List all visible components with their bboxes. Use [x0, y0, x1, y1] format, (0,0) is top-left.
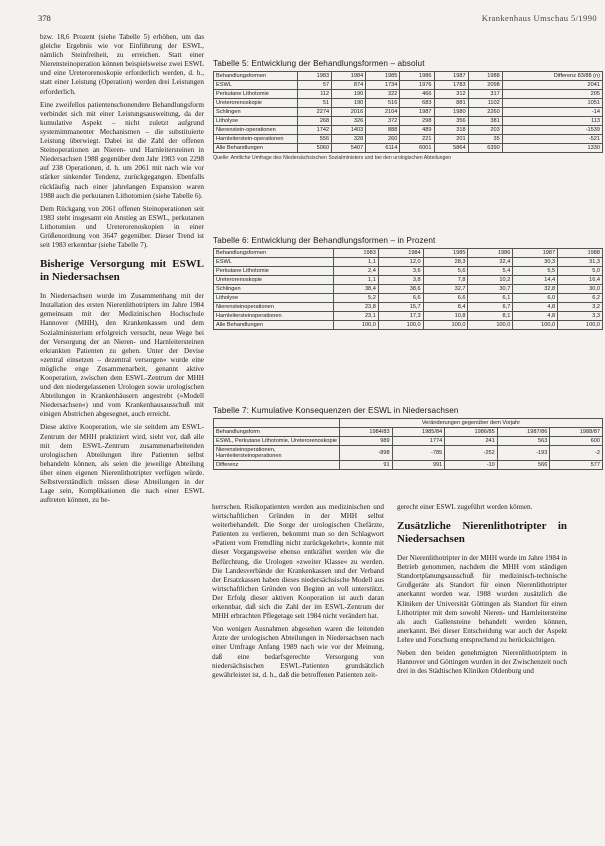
paragraph: Von wenigen Ausnahmen abgesehen waren die leitenden Ärzte der urologischen Abteilungen in Niedersachsen nach einer Umfrage Anfang 1989 nach wie vor der Meinung, daß eine bedarfsgerechte Versorgung von niedersächsischen ESWL-Patienten grundsätzlich gewährleistet ist, d. h., daß die betroffenen Patienten zeit- [212, 625, 384, 679]
table-cell: 112 [298, 90, 332, 99]
table-cell: -2 [550, 446, 603, 461]
paragraph: Dem Rückgang von 2061 offenen Steinoperationen seit 1983 steht insgesamt ein Anstieg an ESWL, perkutanen Lithotomien und Ureterorenoskopien in einer Größenordnung von 3647 gegenüber. Dieser Trend ist seit 1983 erkennbar (siehe Tabelle 7). [40, 204, 204, 250]
table-cell: 221 [400, 135, 434, 144]
table-cell: 100,0 [378, 321, 423, 330]
table-header-row [214, 72, 603, 81]
table-cell: 241 [445, 437, 498, 446]
column-header: Behandlungsformen [214, 72, 298, 81]
table-cell: 23,8 [334, 303, 379, 312]
paragraph: gerecht einer ESWL zugeführt werden können. [397, 503, 533, 511]
table-cell: 516 [366, 99, 400, 108]
table-cell: 30,0 [558, 285, 603, 294]
table-cell: -1539 [502, 126, 602, 135]
table-cell: 600 [550, 437, 603, 446]
table-cell: 91 [340, 461, 393, 470]
column-header: 1983 [298, 72, 332, 81]
table-cell: 3,8 [378, 276, 423, 285]
table-cell: Alle Behandlungen [214, 321, 334, 330]
table-cell: 566 [497, 461, 550, 470]
table-cell: 15,7 [378, 303, 423, 312]
table-cell: 100,0 [468, 321, 513, 330]
table-cell: 7,8 [423, 276, 468, 285]
table-cell: 874 [332, 81, 366, 90]
table-cell: 100,0 [513, 321, 558, 330]
table-cell: 888 [366, 126, 400, 135]
table-title: Tabelle 5: Entwicklung der Behandlungsformen – absolut [213, 59, 425, 68]
column-header: 1988/87 [550, 428, 603, 437]
table-cell: 28,3 [423, 258, 468, 267]
table-cell: -252 [445, 446, 498, 461]
table-cell: Harnleitersteinoperationen [214, 312, 334, 321]
table-cell: 2104 [366, 108, 400, 117]
table-cell: 8,4 [423, 303, 468, 312]
table-cell: 100,0 [423, 321, 468, 330]
table-cell: Harnleiterstein-operationen [214, 135, 298, 144]
data-table [213, 71, 603, 153]
table-cell: 6001 [400, 144, 434, 153]
column-header: 1988 [558, 249, 603, 258]
table-row [214, 135, 603, 144]
column-header: 1984 [332, 72, 366, 81]
table-cell: 6114 [366, 144, 400, 153]
column-header: 1984/83 [340, 428, 393, 437]
section-heading: Zusätzliche Nierenlithotripter in Niedersachsen [397, 520, 567, 546]
table-cell: 16,4 [558, 276, 603, 285]
table-cell: 32,4 [468, 258, 513, 267]
table-cell: 317 [468, 90, 502, 99]
table-cell: 260 [366, 135, 400, 144]
table-source-note: Quelle: Amtliche Umfrage des Niedersächsischen Sozialministers und bei den urologischen Abteilungen [213, 155, 452, 161]
table-cell: Nierenstein-operationen [214, 126, 298, 135]
table-cell: 298 [400, 117, 434, 126]
column-header: 1984 [378, 249, 423, 258]
data-table [213, 248, 603, 330]
table-row [214, 90, 603, 99]
column-header: 1986 [400, 72, 434, 81]
table-cell: Schlingen [214, 108, 298, 117]
table-cell: 32,8 [513, 285, 558, 294]
table-cell: 556 [298, 135, 332, 144]
table-6 [213, 236, 603, 330]
table-cell: 5,5 [513, 267, 558, 276]
table-cell: 14,4 [513, 276, 558, 285]
table-cell: Differenz [214, 461, 340, 470]
table-cell: Litholyse [214, 117, 298, 126]
table-span-header-row [214, 419, 603, 428]
paragraph: Neben den beiden genehmigten Nierenlithotriptern in Hannover und Göttingen wurden in der Zwischenzeit noch drei in des Städtischen Kliniken Oldenburg und [397, 649, 567, 676]
table-cell: 203 [468, 126, 502, 135]
table-row [214, 276, 603, 285]
table-cell: 2,4 [334, 267, 379, 276]
table-cell: 5,2 [334, 294, 379, 303]
table-cell: 318 [434, 126, 468, 135]
table-cell: 991 [392, 461, 445, 470]
table-cell: 5407 [332, 144, 366, 153]
table-cell: 3,2 [558, 303, 603, 312]
table-cell: 1403 [332, 126, 366, 135]
table-cell: 5,4 [468, 267, 513, 276]
paragraph: Diese aktive Kooperation, wie sie seitdem am ESWL-Zentrum der MHH praktiziert wird, sieht vor, daß alle mit dem ESWL-Zentrum zusammenarbeitenden urologischen Abteilungen ihre Patienten selbst behandeln können, als seien die jeweilige Abteilung über einen eigenen Nierenlithotripter verfügen würde. Selbstverständlich müssen diese Abteilungen in der Lage sein, Komplikationen die nach einer ESWL auftreten können, zu be- [40, 423, 204, 505]
table-row [214, 446, 603, 461]
table-row [214, 437, 603, 446]
table-cell: 1783 [434, 81, 468, 90]
table-row [214, 294, 603, 303]
table-row [214, 126, 603, 135]
table-cell: 1051 [502, 99, 602, 108]
table-cell: 1734 [366, 81, 400, 90]
column-header: Differenz 83/88 (n) [502, 72, 602, 81]
table-cell: 23,1 [334, 312, 379, 321]
table-cell: 205 [502, 90, 602, 99]
table-cell: 2274 [298, 108, 332, 117]
table-cell: 1980 [434, 108, 468, 117]
table-cell: Litholyse [214, 294, 334, 303]
table-cell: 268 [298, 117, 332, 126]
table-total-row [214, 321, 603, 330]
table-cell: 1,1 [334, 258, 379, 267]
table-cell: 2041 [502, 81, 602, 90]
table-cell: 1742 [298, 126, 332, 135]
journal-title: Krankenhaus Umschau 5/1990 [481, 13, 597, 23]
table-cell: 466 [400, 90, 434, 99]
table-cell: ESWL [214, 258, 334, 267]
table-row [214, 312, 603, 321]
table-total-row [214, 144, 603, 153]
paragraph: In Niedersachsen wurde im Zusammenhang mit der Installation des ersten Nierenlithotripters im Jahre 1984 gemeinsam mit der Medizinischen Hochschule Hannover (MHH), den Krankenkassen und dem Sozialministerium erfolgreich versucht, neue Wege bei der Versorgung der an Nieren- und Harnleitersteinen erkrankten Patienten zu gehen. Unter der Devise »zentral einsetzen – dezentral versorgen« wurde eine mögliche enge Zusammenarbeit, genannt aktive Kooperation, zwischen dem ESWL-Zentrum der MHH und den niedergelassenen Urologen sowie urologischen Abteilungen in Krankenhäusern angestrebt (»Modell Niedersachsen«) und vom Krankenhausausschuß mit einigen Abstrichen abgesegnet, auch erreicht. [40, 292, 204, 419]
data-table [213, 418, 603, 470]
table-cell: 10,2 [468, 276, 513, 285]
table-cell: 3,3 [558, 312, 603, 321]
table-cell: 12,0 [378, 258, 423, 267]
table-cell: 1,1 [334, 276, 379, 285]
paragraph: herrschen. Risikopatienten werden aus medizinischen und wirtschaftlichen Gründen in der MHH selbst weiterbehandelt. Die Sorge der urologischen Chefärzte, Patienten zu verlieren, bekommt man so den Schlagwort »Patient vom Fremdling nicht zurückgekehrt«, konnte mit dieser Vorgangsweise ebenso entkräftet werden wie die Befürchtung, die Urologen »zweiter Klasse« zu werden. Die Landesverbände der Krankenkassen und der Verband der Ersatzkassen haben dieses niedersächsische Modell aus wirtschaftlichen Gründen von Beginn an voll unterstützt. Der Erfolg dieser aktiven Kooperation ist auch daran erkennbar, daß sich die Zahl der im ESWL-Zentrum der MHH erbrachten Pflegetage seit 1984 nicht verändert hat. [212, 503, 384, 621]
table-cell: -898 [340, 446, 393, 461]
table-row [214, 285, 603, 294]
paragraph: bzw. 18,6 Prozent (siehe Tabelle 5) erhöhen, um das gleiche Ergebnis wie vor Einführung der ESWL, nämlich Steinfreiheit, zu erreichen. Statt einer Nierensteinoperation können beispielsweise zwei ESWL und eine Ureterorenoskopie erforderlich werden, d. h., statt einer Leistung (Operation) werden drei Leistungen erforderlich. [40, 33, 204, 96]
table-cell: 489 [400, 126, 434, 135]
table-cell: 328 [332, 135, 366, 144]
table-cell: 577 [550, 461, 603, 470]
table-cell: 1330 [502, 144, 602, 153]
table-cell: 326 [332, 117, 366, 126]
table-header-row [214, 249, 603, 258]
table-cell: 30,3 [513, 258, 558, 267]
table-cell: 32,7 [423, 285, 468, 294]
column-header: 1988 [468, 72, 502, 81]
table-cell: Schlingen [214, 285, 334, 294]
table-cell-empty [214, 419, 340, 428]
table-cell: 190 [332, 99, 366, 108]
table-cell: 190 [332, 90, 366, 99]
table-cell: 312 [434, 90, 468, 99]
text-column-right [397, 503, 567, 680]
table-cell: 5864 [434, 144, 468, 153]
table-row [214, 99, 603, 108]
span-header: Veränderungen gegenüber dem Vorjahr [340, 419, 603, 428]
table-cell: Perkutane Lithotomie [214, 90, 298, 99]
column-header: Behandlungsformen [214, 249, 334, 258]
table-row [214, 108, 603, 117]
table-cell: 38,6 [378, 285, 423, 294]
column-header: 1986/85 [445, 428, 498, 437]
table-cell: 6,0 [513, 294, 558, 303]
table-cell: 5,6 [423, 267, 468, 276]
table-cell: 1987 [400, 108, 434, 117]
paragraph: Der Nierenlithotripter in der MHH wurde im Jahre 1984 in Betrieb genommen, nachdem die MHH vom ständigen Standortplanungsausschuß für medizinisch-technische Großgeräte als Standort für einen Nierenlithotripter anerkannt worden war. 1988 wurden zusätzlich die Kliniken der Universität Göttingen als Standort für einen Lithotripter mit dem sowohl Nieren- und Harnleitersteine als auch Gallensteine behandelt werden können, anerkannt. Bei dieser Entscheidung war auch der Aspekt Lehre und Forschung entsprechend zu berücksichtigen. [397, 554, 567, 644]
table-cell: 6390 [468, 144, 502, 153]
table-cell: -521 [502, 135, 602, 144]
column-header: Behandlungsform [214, 428, 340, 437]
table-cell: Ureterorenoskopie [214, 276, 334, 285]
table-cell: 8,1 [468, 312, 513, 321]
table-cell: Ureterorenoskopie [214, 99, 298, 108]
table-cell: 30,7 [468, 285, 513, 294]
table-cell: Alle Behandlungen [214, 144, 298, 153]
table-cell: ESWL [214, 81, 298, 90]
table-cell: 6,7 [468, 303, 513, 312]
table-row [214, 81, 603, 90]
column-header: 1985 [366, 72, 400, 81]
section-heading: Bisherige Versorgung mit ESWL in Niedersachsen [40, 258, 204, 284]
table-cell: 989 [340, 437, 393, 446]
table-cell: 563 [497, 437, 550, 446]
table-cell: -193 [497, 446, 550, 461]
table-cell: 6,1 [468, 294, 513, 303]
table-cell: 356 [434, 117, 468, 126]
table-cell: 1102 [468, 99, 502, 108]
table-cell: 51 [298, 99, 332, 108]
table-title: Tabelle 6: Entwicklung der Behandlungsformen – in Prozent [213, 236, 436, 245]
table-cell: -785 [392, 446, 445, 461]
table-cell: 1976 [400, 81, 434, 90]
column-header: 1985/84 [392, 428, 445, 437]
table-header-row [214, 428, 603, 437]
table-cell: 6,6 [423, 294, 468, 303]
table-total-row [214, 461, 603, 470]
page-header [38, 13, 597, 27]
table-cell: 881 [434, 99, 468, 108]
text-column-middle [212, 503, 384, 684]
table-cell: 38,4 [334, 285, 379, 294]
table-cell: 4,8 [513, 312, 558, 321]
column-header: 1986 [468, 249, 513, 258]
table-cell: 683 [400, 99, 434, 108]
table-5 [213, 59, 603, 161]
table-cell: Nierensteinoperationen, Harnleitersteinoperationen [214, 446, 340, 461]
table-cell: 100,0 [558, 321, 603, 330]
table-cell: 201 [434, 135, 468, 144]
table-cell: 5060 [298, 144, 332, 153]
table-cell: 10,8 [423, 312, 468, 321]
table-cell: 2098 [468, 81, 502, 90]
table-title: Tabelle 7: Kumulative Konsequenzen der ESWL in Niedersachsen [213, 406, 459, 415]
table-cell: 322 [366, 90, 400, 99]
table-cell: 381 [468, 117, 502, 126]
table-cell: 3,6 [378, 267, 423, 276]
table-cell: 6,6 [378, 294, 423, 303]
column-header: 1987 [434, 72, 468, 81]
column-header: 1985 [423, 249, 468, 258]
table-cell: Perkutane Lithotomie [214, 267, 334, 276]
column-header: 1983 [334, 249, 379, 258]
table-row [214, 303, 603, 312]
column-header: 1987/86 [497, 428, 550, 437]
table-cell: 17,3 [378, 312, 423, 321]
table-cell: 6,2 [558, 294, 603, 303]
table-cell: 5,0 [558, 267, 603, 276]
table-cell: 57 [298, 81, 332, 90]
table-row [214, 117, 603, 126]
table-cell: 2260 [468, 108, 502, 117]
table-cell: 2016 [332, 108, 366, 117]
column-header: 1987 [513, 249, 558, 258]
table-row [214, 267, 603, 276]
table-cell: 1774 [392, 437, 445, 446]
table-cell: 35 [468, 135, 502, 144]
table-row [214, 258, 603, 267]
table-cell: -10 [445, 461, 498, 470]
table-cell: 31,3 [558, 258, 603, 267]
text-column-left [40, 33, 204, 509]
page-number: 378 [38, 13, 51, 23]
table-cell: -14 [502, 108, 602, 117]
paragraph: Eine zweifellos patientenschonendere Behandlungsform verbindet sich mit einer Leistungsausweitung, da der kumulative Aspekt – nicht zuletzt aufgrund systemimmanenter Mechanismen – die substituierte Leistung überwiegt. Dabei ist die Zahl der offenen Steinoperationen an Nieren- und Harnleitersteinen in Niedersachsen 1988 gegenüber dem Jahr 1983 von 2298 auf 238 Operationen, d. h. um 2061 mit nach wie vor stärker sinkender Tendenz, zurückgegangen. Ebenfalls rückläufig nach einer jahrelangen Expansion waren 1988 auch die perkutanen Lithotomien (siehe Tabelle 6). [40, 100, 204, 200]
table-cell: ESWL, Perkutane Lithotomie, Ureterorenoskopie [214, 437, 340, 446]
table-cell: 100,0 [334, 321, 379, 330]
table-cell: 4,8 [513, 303, 558, 312]
table-cell: 372 [366, 117, 400, 126]
table-cell: 113 [502, 117, 602, 126]
table-cell: Nierensteinoperationen [214, 303, 334, 312]
table-7 [213, 406, 603, 470]
